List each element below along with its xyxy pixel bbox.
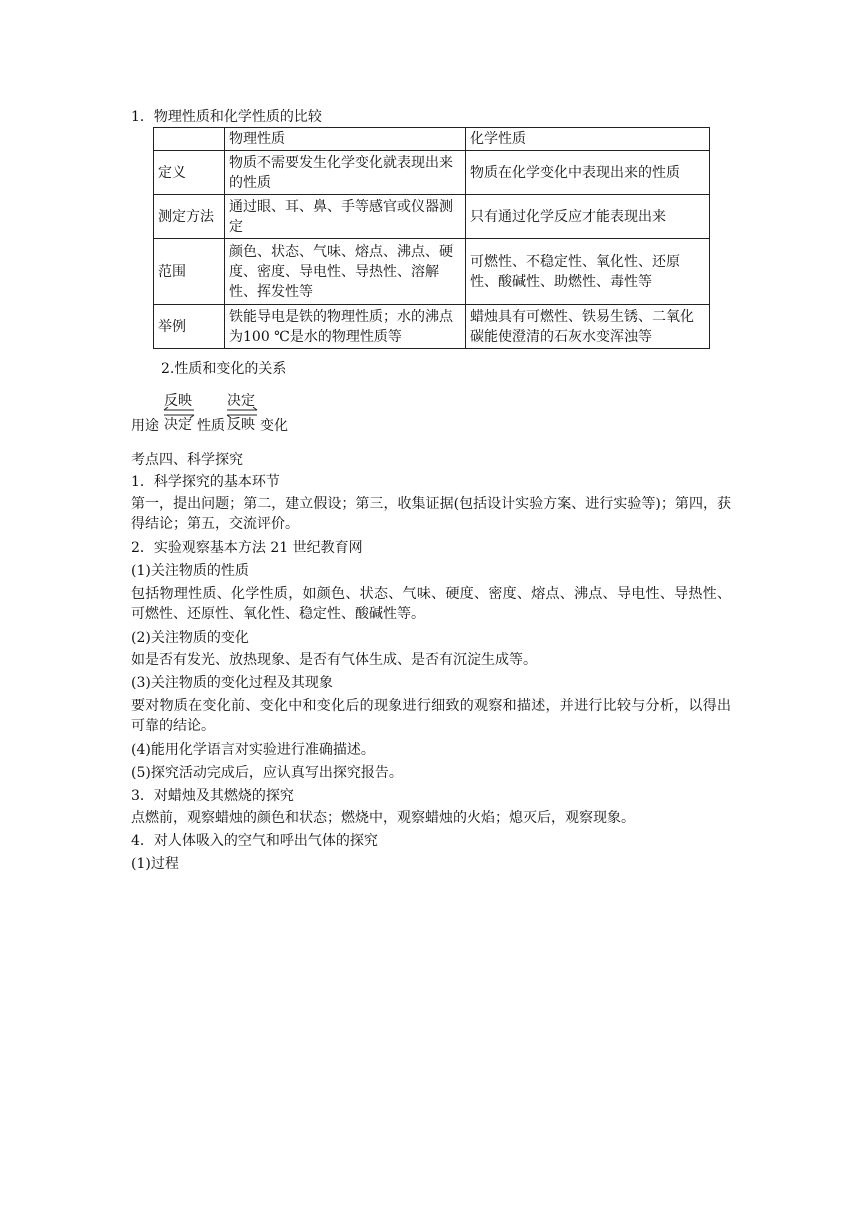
arrow-label-reflect: 反映 bbox=[227, 417, 255, 433]
row-label: 定义 bbox=[154, 151, 225, 195]
chemical-cell: 可燃性、不稳定性、氧化性、还原性、酸碱性、助燃性、毒性等 bbox=[466, 239, 710, 305]
physical-cell: 物质不需要发生化学变化就表现出来的性质 bbox=[225, 151, 466, 195]
chemical-cell: 蜡烛具有可燃性、铁易生锈、二氧化碳能使澄清的石灰水变浑浊等 bbox=[466, 305, 710, 349]
table-header-cell: 化学性质 bbox=[466, 128, 710, 151]
section-heading: 考点四、科学探究 bbox=[131, 452, 243, 468]
paragraph: (4)能用化学语言对实验进行准确描述。 bbox=[131, 742, 375, 758]
table-row bbox=[154, 239, 710, 305]
paragraph: 如是否有发光、放热现象、是否有气体生成、是否有沉淀生成等。 bbox=[131, 652, 537, 668]
table-header-cell: 物理性质 bbox=[225, 128, 466, 151]
subheading: (3)关注物质的变化过程及其现象 bbox=[131, 675, 333, 691]
row-label: 测定方法 bbox=[154, 195, 225, 239]
relation-word-property: 性质 bbox=[197, 418, 225, 434]
paragraph: 点燃前，观察蜡烛的颜色和状态；燃烧中，观察蜡烛的火焰；熄灭后，观察现象。 bbox=[131, 810, 635, 826]
section-heading-relation: 2.性质和变化的关系 bbox=[161, 361, 287, 377]
subheading: 4．对人体吸入的空气和呼出气体的探究 bbox=[131, 833, 378, 849]
subheading: 1．科学探究的基本环节 bbox=[131, 474, 280, 490]
subheading: (2)关注物质的变化 bbox=[131, 630, 249, 646]
subheading: (1)关注物质的性质 bbox=[131, 563, 249, 579]
arrow-label-decide: 决定 bbox=[227, 393, 255, 409]
arrow-label-decide: 决定 bbox=[164, 417, 192, 433]
relation-word-change: 变化 bbox=[260, 418, 288, 434]
subheading: 3．对蜡烛及其燃烧的探究 bbox=[131, 788, 294, 804]
table-row bbox=[154, 151, 710, 195]
physical-cell: 颜色、状态、气味、熔点、沸点、硬度、密度、导电性、导热性、溶解性、挥发性等 bbox=[225, 239, 466, 305]
relation-word-use: 用途 bbox=[131, 418, 159, 434]
row-label: 范围 bbox=[154, 239, 225, 305]
physical-cell: 铁能导电是铁的物理性质；水的沸点为100 ℃是水的物理性质等 bbox=[225, 305, 466, 349]
table-row bbox=[154, 305, 710, 349]
physical-cell: 通过眼、耳、鼻、手等感官或仪器测定 bbox=[225, 195, 466, 239]
chemical-cell: 物质在化学变化中表现出来的性质 bbox=[466, 151, 710, 195]
paragraph: 第一，提出问题；第二，建立假设；第三，收集证据(包括设计实验方案、进行实验等)；第四，获得结论；第五，交流评价。 bbox=[131, 496, 731, 532]
table-row bbox=[154, 195, 710, 239]
subheading: 2．实验观察基本方法 21 世纪教育网 bbox=[131, 540, 363, 556]
paragraph: 包括物理性质、化学性质，如颜色、状态、气味、硬度、密度、熔点、沸点、导电性、导热性、可燃性、还原性、氧化性、稳定性、酸碱性等。 bbox=[131, 586, 731, 622]
paragraph: (5)探究活动完成后，应认真写出探究报告。 bbox=[131, 765, 403, 781]
subheading: (1)过程 bbox=[131, 856, 179, 872]
table-header-cell bbox=[154, 128, 225, 151]
row-label: 举例 bbox=[154, 305, 225, 349]
comparison-table bbox=[153, 127, 710, 349]
arrow-label-reflect: 反映 bbox=[164, 393, 192, 409]
table-header-row bbox=[154, 128, 710, 151]
chemical-cell: 只有通过化学反应才能表现出来 bbox=[466, 195, 710, 239]
paragraph: 要对物质在变化前、变化中和变化后的现象进行细致的观察和描述，并进行比较与分析，以得出可靠的结论。 bbox=[131, 698, 731, 734]
section-heading-comparison: 1．物理性质和化学性质的比较 bbox=[131, 109, 322, 125]
relation-diagram bbox=[131, 390, 431, 440]
